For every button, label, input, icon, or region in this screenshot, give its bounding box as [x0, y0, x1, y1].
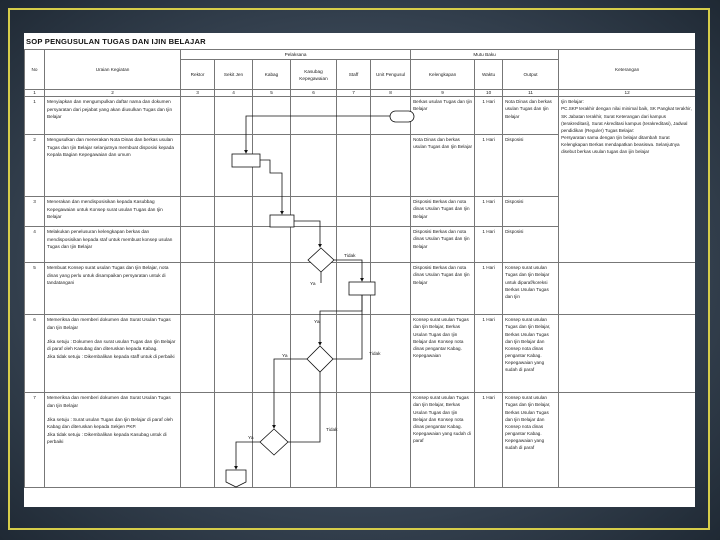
- row-kelengkapan: Disposisi Berkas dan nota dinas Usulan Tugas dan Ijin Belajar: [411, 197, 475, 227]
- table-row: [25, 393, 696, 488]
- header-mutu-baku: Mutu Baku: [411, 50, 559, 60]
- col-number: 2: [45, 90, 181, 97]
- table-row: [25, 315, 696, 393]
- row-output: Konsep surat usulan Tugas dan Ijin Belajar untuk diparaf/koreksi Berkas Usulan Tugas dan Ijin: [503, 263, 559, 315]
- row-waktu: 1 Hari: [475, 263, 503, 315]
- row-kelengkapan: Konsep surat usulan Tugas dan Ijin Belajar, Berkas Usulan Tugas dan Ijin Belajar dan Konsep nota dinas pengantar Kabag. Kepegawaian yang sudah di paraf: [411, 393, 475, 488]
- row-no: 3: [25, 197, 45, 227]
- row-uraian: Menerakan dan mendisposisikan kepada Kasubbag Kepegawaian untuk Konsep surat usulan Tugas dan Ijin Belajar: [45, 197, 181, 227]
- row-waktu: 1 Hari: [475, 227, 503, 263]
- row-waktu: 1 Hari: [475, 97, 503, 135]
- row-waktu: 1 Hari: [475, 135, 503, 197]
- col-number: 10: [475, 90, 503, 97]
- col-number: 8: [371, 90, 411, 97]
- row-kelengkapan: Berkas usulan Tugas dan Ijin Belajar: [411, 97, 475, 135]
- row-kelengkapan: Konsep surat usulan Tugas dan Ijin Belajar, Berkas Usulan Tugas dan Ijin Belajar dan Konsep nota dinas pengantar Kabag. Kepegawaian: [411, 315, 475, 393]
- col-number: 12: [559, 90, 695, 97]
- flow-label-ya: Ya: [314, 320, 320, 325]
- row-no: 1: [25, 97, 45, 135]
- row-uraian: Mengusulkan dan menerakan Nota Dinas dan berkas usulan Tugas dan Ijin Belajar selanjutnya membuat disposisi kepada Kepala Bagian Kepegawaian dan umum: [45, 135, 181, 197]
- col-number: 1: [25, 90, 45, 97]
- row-output: Disposisi: [503, 197, 559, 227]
- sop-table: [24, 49, 695, 488]
- row-output: Disposisi: [503, 135, 559, 197]
- header-no: No: [25, 50, 45, 90]
- row-no: 5: [25, 263, 45, 315]
- col-number: 11: [503, 90, 559, 97]
- header-keterangan: Keterangan: [559, 50, 695, 90]
- keterangan-cell: Ijin Belajar: PC.SKP terakhir dengan nilai minimal baik, SK Pangkat terakhir, SK Jabatan terakhir, Surat Keterangan dari kampus (terakreditasi), Surat Akreditasi kampus (terakreditasi), Jadwal pendidikan (Reguler) Tugas Belajar: Persyaratan sama dengan Ijin belajar ditambah Surat Kelengkapan Berkas mendapatkan beasiswa. Selanjutnya disebut berkas usulan tugas dan ijin belajar: [559, 97, 695, 263]
- row-no: 2: [25, 135, 45, 197]
- col-number: 4: [215, 90, 253, 97]
- header-kabag: Kabag: [253, 60, 291, 90]
- row-output: Disposisi: [503, 227, 559, 263]
- col-number: 5: [253, 90, 291, 97]
- row-output: Konsep surat usulan Tugas dan Ijin Belajar, Berkas Usulan Tugas dan Ijin Belajar dan Konsep nota dinas pengantar Kabag. Kepegawaian yang sudah di paraf: [503, 393, 559, 488]
- header-sekit-jen: Sekit Jen: [215, 60, 253, 90]
- header-kelengkapan: Kelengkapan: [411, 60, 475, 90]
- row-kelengkapan: Disposisi Berkas dan nota dinas Usulan Tugas dan Ijin Belajar: [411, 227, 475, 263]
- row-no: 4: [25, 227, 45, 263]
- document-title: SOP PENGUSULAN TUGAS DAN IJIN BELAJAR: [26, 37, 206, 46]
- col-number: 3: [181, 90, 215, 97]
- header-output: Output: [503, 60, 559, 90]
- row-output: Nota Dinas dan berkas usulan Tugas dan Ijin Belajar: [503, 97, 559, 135]
- table-row: [25, 263, 696, 315]
- row-no: 7: [25, 393, 45, 488]
- row-waktu: 1 Hari: [475, 393, 503, 488]
- flow-label-tidak: Tidak: [369, 352, 381, 357]
- row-kelengkapan: Nota Dinas dan berkas usulan Tugas dan Ijin Belajar: [411, 135, 475, 197]
- row-uraian: Melakukan penelusuran kelengkapan berkas dan mendisposisikan kepada staf untuk membuat konsep usulan Tugas dan Ijin Belajar: [45, 227, 181, 263]
- header-pelaksana: Pelaksana: [181, 50, 411, 60]
- row-waktu: 1 Hari: [475, 315, 503, 393]
- sop-document: [24, 33, 695, 507]
- flow-label-ya: Ya: [282, 354, 288, 359]
- col-number: 9: [411, 90, 475, 97]
- row-uraian: Memeriksa dan memberi dokumen dan Surat Usulan Tugas dan Ijin Belajar Jika setuju : Surat usulan Tugas dan Ijin Belajar di paraf oleh Kabag dan diteruskan kepada Sekjen PKP. Jika tidak setuju : Dikembalikan kepada Kasubag untuk di perbaiki: [45, 393, 181, 488]
- col-number: 7: [337, 90, 371, 97]
- table-row: [25, 97, 696, 135]
- header-staff: Staff: [337, 60, 371, 90]
- row-output: Konsep surat usulan Tugas dan Ijin Belajar, Berkas Usulan Tugas dan Ijin Belajar dan Konsep nota dinas pengantar Kabag. Kepegawaian yang sudah di paraf: [503, 315, 559, 393]
- row-uraian: Membuat Konsep surat usulan Tugas dan Ijin Belajar, nota dinas yang perlu untuk disampaikan persyaratan untuk di tandatangani: [45, 263, 181, 315]
- flow-label-tidak: Tidak: [344, 254, 356, 259]
- row-uraian: Memeriksa dan memberi dokumen dan Surat Usulan Tugas dan Ijin Belajar Jika setuju : Dokumen dan surat usulan Tugas dan Ijin Belajar di paraf oleh Kasubag dan diteruskan kepada Kabag. Jika tidak setuju : Dikembalikan kepada staff untuk di perbaiki: [45, 315, 181, 393]
- col-number: 6: [291, 90, 337, 97]
- header-waktu: Waktu: [475, 60, 503, 90]
- row-no: 6: [25, 315, 45, 393]
- header-rektor: Rektor: [181, 60, 215, 90]
- flow-label-ya: Ya: [310, 282, 316, 287]
- row-kelengkapan: Disposisi Berkas dan nota dinas Usulan Tugas dan Ijin Belajar: [411, 263, 475, 315]
- row-waktu: 1 Hari: [475, 197, 503, 227]
- flow-label-tidak: Tidak: [326, 428, 338, 433]
- header-unit-pengusul: Unit Pengusul: [371, 60, 411, 90]
- flow-label-ya: Ya: [248, 436, 254, 441]
- column-number-row: [25, 90, 696, 97]
- header-uraian: Uraian Kegiatan: [45, 50, 181, 90]
- header-kasubag: Kasubag Kepegawaian: [291, 60, 337, 90]
- row-uraian: Menyiapkan dan mengumpulkan daftar nama dan dokumen persyaratan dari pejabat yang akan diusulkan Tugas dan Ijin Belajar: [45, 97, 181, 135]
